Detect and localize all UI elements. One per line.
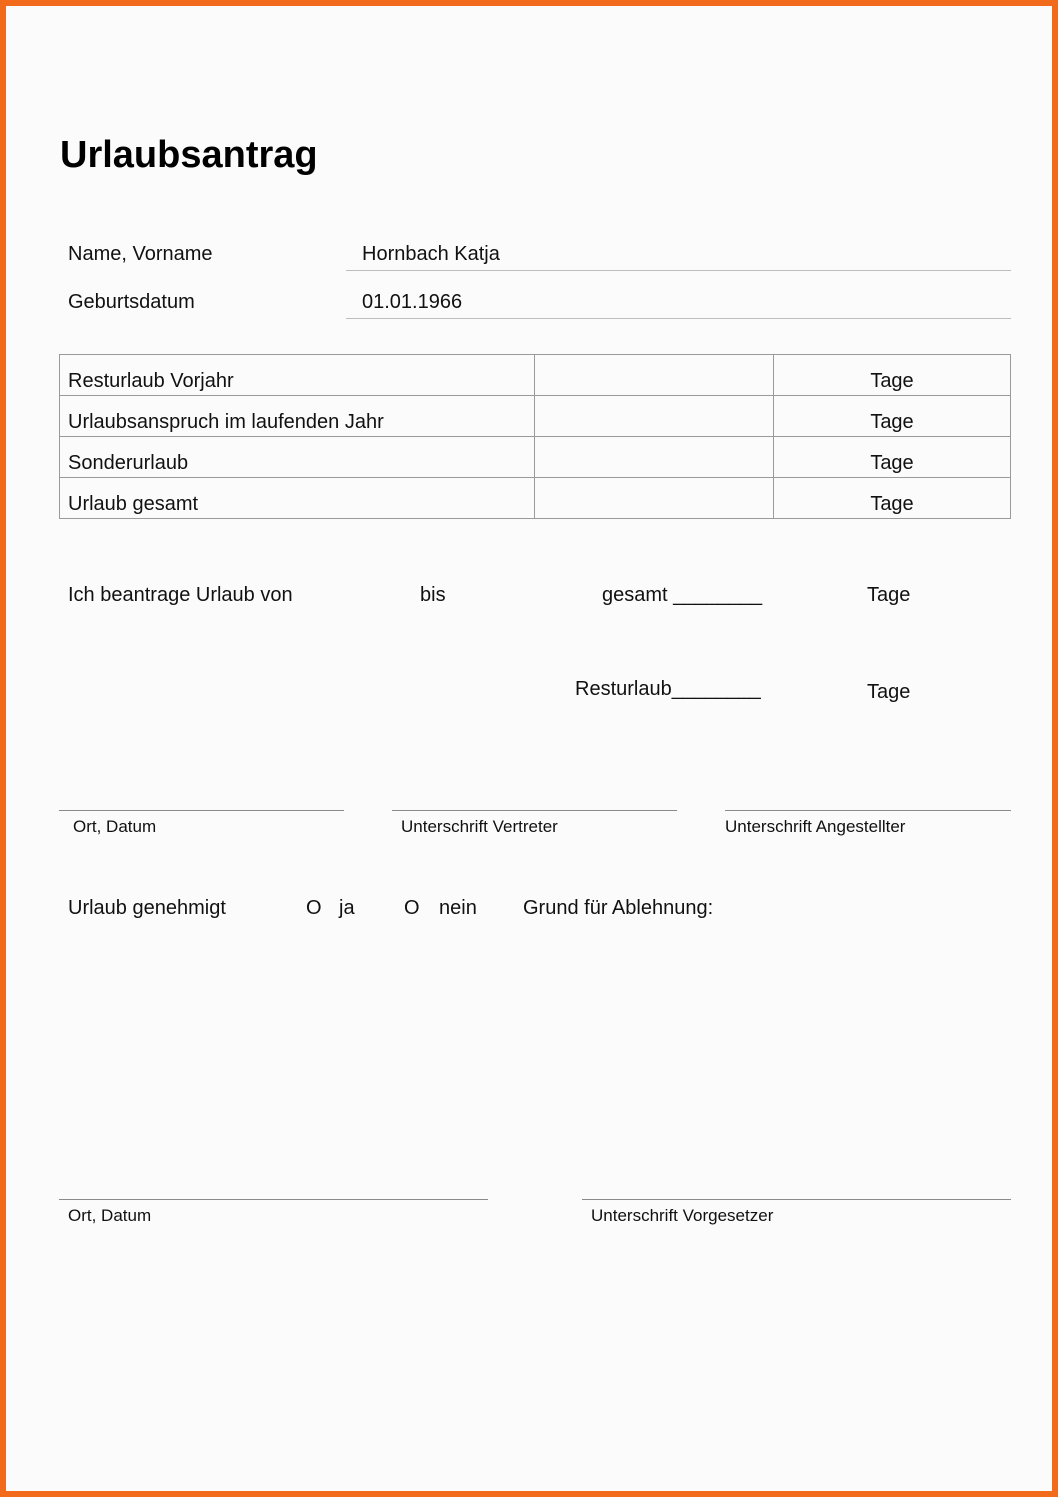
employee-signature-caption: Unterschrift Angestellter — [725, 817, 906, 836]
row-unit: Tage — [774, 437, 1011, 478]
request-total-unit: Tage — [867, 584, 911, 606]
place-date-caption: Ort, Datum — [73, 817, 157, 836]
approve-yes-label: ja — [339, 897, 355, 919]
signature-line-employee[interactable] — [725, 810, 1011, 811]
table-row — [60, 355, 1011, 396]
deputy-signature-caption: Unterschrift Vertreter — [401, 817, 558, 836]
signature-line-supervisor[interactable] — [582, 1199, 1011, 1200]
request-remaining-field[interactable]: Resturlaub________ — [575, 678, 761, 700]
birthdate-label: Geburtsdatum — [68, 291, 195, 313]
rejection-reason-label: Grund für Ablehnung: — [523, 897, 714, 919]
row-label: Sonderurlaub — [60, 437, 535, 478]
name-field[interactable]: Hornbach Katja — [362, 243, 500, 265]
table-row — [60, 437, 1011, 478]
table-row — [60, 478, 1011, 519]
row-value-cell[interactable] — [535, 355, 774, 396]
request-to-label: bis — [420, 584, 446, 606]
row-value-cell[interactable] — [535, 437, 774, 478]
supervisor-signature-caption: Unterschrift Vorgesetzer — [591, 1206, 774, 1225]
birthdate-field[interactable]: 01.01.1966 — [362, 291, 463, 313]
approval-label: Urlaub genehmigt — [68, 897, 226, 919]
signature-line-deputy[interactable] — [392, 810, 677, 811]
signature-line-place-date[interactable] — [59, 810, 344, 811]
page-title: Urlaubsantrag — [60, 134, 318, 176]
birthdate-underline — [346, 318, 1011, 319]
row-unit: Tage — [774, 478, 1011, 519]
row-label: Resturlaub Vorjahr — [60, 355, 535, 396]
request-from-label: Ich beantrage Urlaub von — [68, 584, 293, 606]
request-remaining-unit: Tage — [867, 681, 911, 703]
approve-yes-checkbox[interactable]: O — [306, 897, 322, 919]
request-total-field[interactable]: gesamt ________ — [602, 584, 763, 606]
name-underline — [346, 270, 1011, 271]
row-label: Urlaub gesamt — [60, 478, 535, 519]
place-date-caption-2: Ort, Datum — [68, 1206, 152, 1225]
approve-no-checkbox[interactable]: O — [404, 897, 420, 919]
row-unit: Tage — [774, 355, 1011, 396]
row-value-cell[interactable] — [535, 478, 774, 519]
leave-table — [59, 354, 1011, 519]
name-label: Name, Vorname — [68, 243, 213, 265]
approve-no-label: nein — [439, 897, 477, 919]
table-row — [60, 396, 1011, 437]
signature-line-place-date-2[interactable] — [59, 1199, 488, 1200]
row-label: Urlaubsanspruch im laufenden Jahr — [60, 396, 535, 437]
row-unit: Tage — [774, 396, 1011, 437]
row-value-cell[interactable] — [535, 396, 774, 437]
